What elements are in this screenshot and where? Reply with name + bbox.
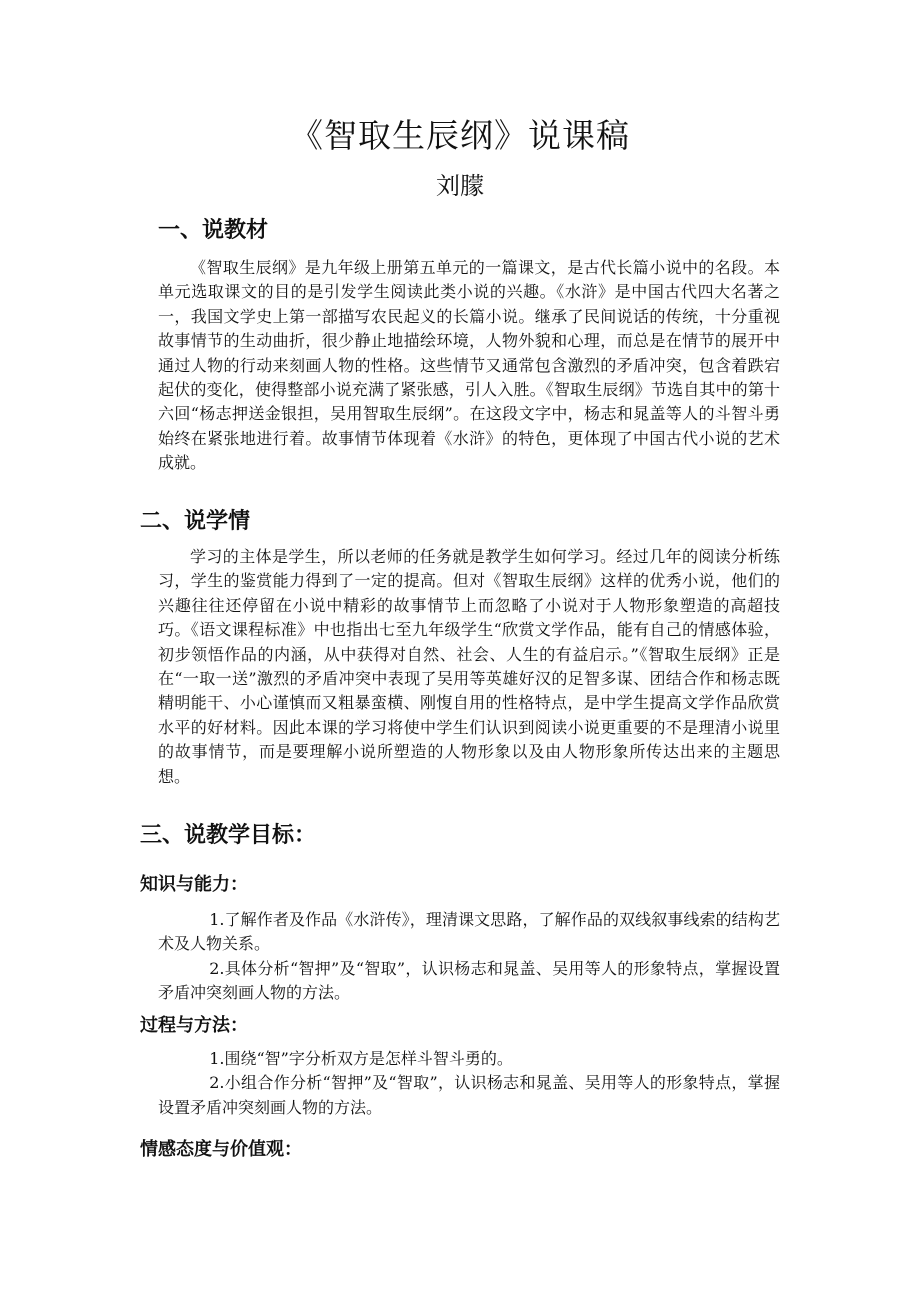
section-heading: 二、说学情 — [140, 509, 251, 534]
section-paragraph: 《智取生辰纲》是九年级上册第五单元的一篇课文，是古代长篇小说中的名段。本单元选取课文的目的是引发学生阅读此类小说的兴趣。《水浒》是中国古代四大名著之一，我国文学史上第一部描写农民起义的长篇小说。继承了民间说话的传统，十分重视故事情节的生动曲折，很少静止地描绘环境，人物外貌和心理，而总是在情节的展开中通过人物的行动来刻画人物的性格。这些情节又通常包含激烈的矛盾冲突，包含着跌宕起伏的变化，使得整部小说充满了紧张感，引人入胜。《智取生辰纲》节选自其中的第十六回“杨志押送金银担，吴用智取生辰纲”。在这段文字中，杨志和晁盖等人的斗智斗勇始终在紧张地进行着。故事情节体现着《水浒》的特色，更体现了中国古代小说的艺术成就。 — [158, 258, 780, 473]
section-teaching-goals — [140, 819, 780, 853]
section-paragraph: 学习的主体是学生，所以老师的任务就是教学生如何学习。经过几年的阅读分析练习，学生的鉴赏能力得到了一定的提高。但对《智取生辰纲》这样的优秀小说，他们的兴趣往往还停留在小说中精彩的故事情节上而忽略了小说对于人物形象塑造的高超技巧。《语文课程标准》中也指出七至九年级学生“欣赏文学作品，能有自己的情感体验，初步领悟作品的内涵，从中获得对自然、社会、人生的有益启示。”《智取生辰纲》正是在“一取一送”激烈的矛盾冲突中表现了吴用等英雄好汉的足智多谋、团结合作和杨志既精明能干、小心谨慎而又粗暴蛮横、刚愎自用的性格特点，是中学生提高文学作品欣赏水平的好材料。因此本课的学习将使中学生们认识到阅读小说更重要的不是理清小说里的故事情节，而是要理解小说所塑造的人物形象以及由人物形象所传达出来的主题思想。 — [158, 547, 780, 786]
subsection-process-method — [140, 1011, 780, 1120]
subsection-heading: 知识与能力： — [140, 874, 248, 895]
section-heading: 三、说教学目标： — [140, 823, 317, 848]
subsection-heading: 过程与方法： — [140, 1015, 248, 1036]
subsection-emotion-values — [140, 1135, 780, 1165]
goal-item: 1.围绕“智”字分析双方是怎样斗智斗勇的。 — [209, 1049, 513, 1068]
section-heading: 一、说教材 — [158, 218, 269, 243]
section-student-analysis — [140, 505, 780, 789]
subsection-heading: 情感态度与价值观： — [140, 1139, 302, 1160]
goal-item: 2.具体分析“智押”及“智取”，认识杨志和晁盖、吴用等人的形象特点，掌握设置矛盾冲突刻画人物的方法。 — [158, 958, 780, 1003]
document-title: 《智取生辰纲》说课稿 — [290, 116, 630, 155]
goal-item: 2.小组合作分析“智押”及“智取”，认识杨志和晁盖、吴用等人的形象特点，掌握设置矛盾冲突刻画人物的方法。 — [158, 1073, 780, 1117]
section-teaching-material — [140, 214, 780, 476]
author-name: 刘朦 — [436, 172, 484, 200]
goal-item: 1.了解作者及作品《水浒传》，理清课文思路，了解作品的双线叙事线索的结构艺术及人物关系。 — [158, 910, 780, 954]
subsection-knowledge-ability — [140, 870, 780, 1006]
